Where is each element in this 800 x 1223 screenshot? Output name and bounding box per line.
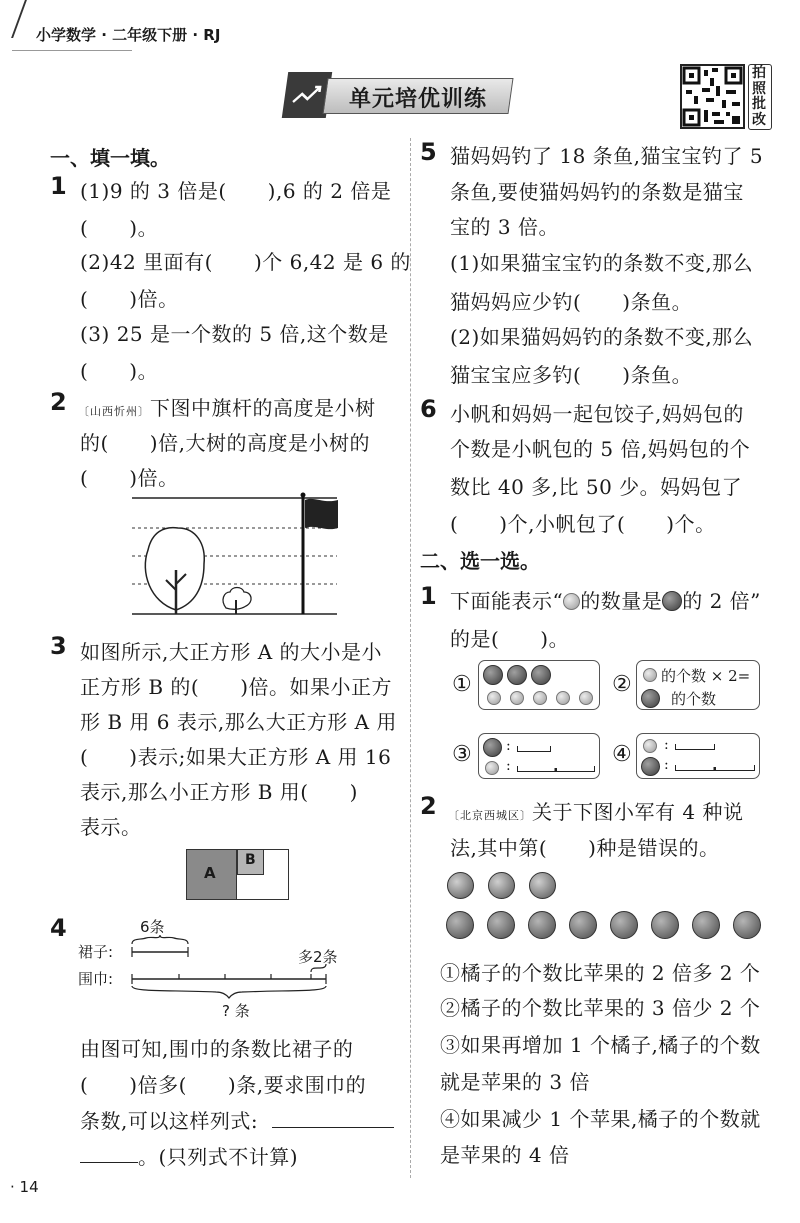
q2-line2: 的( )倍,大树的高度是小树的 <box>80 431 370 455</box>
q6-line4: ( )个,小帆包了( )个。 <box>450 512 716 536</box>
q1-line4: ( )倍。 <box>80 287 179 311</box>
q3-line1: 如图所示,大正方形 A 的大小是小 <box>80 640 383 664</box>
c1-line1-b: 的数量是 <box>580 589 663 613</box>
q5-line6: (2)如果猫妈妈钓的条数不变,那么 <box>450 325 754 349</box>
orange-icon <box>651 911 679 939</box>
q2-source-tag: 〔山西忻州〕 <box>78 405 150 418</box>
option4-box[interactable] <box>636 733 760 779</box>
q2-line3: ( )倍。 <box>80 466 179 490</box>
q4-diagram <box>126 932 336 1002</box>
page-number: · 14 <box>10 1178 39 1196</box>
c2-line2: 法,其中第( )种是错误的。 <box>450 836 720 860</box>
square-a-label: A <box>204 864 216 882</box>
light-ball-icon <box>643 668 657 682</box>
c2-line1 <box>448 796 743 825</box>
header-corner-line <box>11 0 27 38</box>
c2-statement1: ①橘子的个数比苹果的 2 倍多 2 个 <box>440 961 761 985</box>
orange-icon <box>692 911 720 939</box>
qr-label: 拍照批改 <box>752 65 766 128</box>
c2-line1-text: 关于下图小军有 4 种说 <box>532 800 744 824</box>
q3-line2: 正方形 B 的( )倍。如果小正方 <box>80 675 393 699</box>
dark-ball-icon <box>531 665 551 685</box>
c2-source-tag: 〔北京西城区〕 <box>448 809 532 822</box>
c1-number: 1 <box>420 582 437 610</box>
q1-line6: ( )。 <box>80 359 159 383</box>
banner <box>285 72 511 118</box>
apple-icon <box>488 872 515 899</box>
q5-line2: 条鱼,要使猫妈妈钓的条数是猫宝 <box>450 180 744 204</box>
option2-line2: 的个数 <box>671 690 717 708</box>
orange-icon <box>569 911 597 939</box>
q5-line7: 猫宝宝应多钓( )条鱼。 <box>450 363 693 387</box>
apple-icon <box>447 872 474 899</box>
option1-box[interactable] <box>478 660 600 710</box>
dark-ball-icon <box>662 591 682 611</box>
c2-statement3: ③如果再增加 1 个橘子,橘子的个数 <box>440 1033 761 1057</box>
q1-number: 1 <box>50 172 67 200</box>
option3-colon-1: : <box>506 738 511 754</box>
c2-statement4-cont: 是苹果的 4 倍 <box>440 1143 570 1167</box>
option3-colon-2: : <box>506 758 511 774</box>
q5-line5: 猫妈妈应少钓( )条鱼。 <box>450 290 693 314</box>
orange-icon <box>487 911 515 939</box>
q3-line5: 表示,那么小正方形 B 用( ) <box>80 780 358 804</box>
option3-box[interactable] <box>478 733 600 779</box>
c2-number: 2 <box>420 792 437 820</box>
header-title: 小学数学 · 二年级下册 · RJ <box>36 26 221 44</box>
light-ball-icon <box>563 593 580 610</box>
section1-title: 一、填一填。 <box>50 146 170 170</box>
q1-line3: (2)42 里面有( )个 6,42 是 6 的 <box>80 250 411 274</box>
orange-icon <box>528 911 556 939</box>
q2-figure <box>132 492 342 622</box>
option4-bar-2 <box>675 765 755 771</box>
option4-colon-1: : <box>664 737 669 753</box>
light-ball-icon <box>510 691 524 705</box>
option4-label[interactable]: ④ <box>612 742 632 767</box>
q6-line2: 个数是小帆包的 5 倍,妈妈包的个 <box>450 437 751 461</box>
q4-line4: 。(只列式不计算) <box>138 1145 299 1169</box>
c1-line1-c: 的 2 倍” <box>682 589 761 613</box>
q4-line2: ( )倍多( )条,要求围巾的 <box>80 1073 367 1097</box>
q3-line6: 表示。 <box>80 815 142 839</box>
q1-line5: (3) 25 是一个数的 5 倍,这个数是 <box>80 322 389 346</box>
light-ball-icon <box>487 691 501 705</box>
flagpole <box>301 493 339 615</box>
c2-statement3-cont: 就是苹果的 3 倍 <box>440 1070 590 1094</box>
big-tree <box>145 528 204 614</box>
qr-code[interactable] <box>680 64 745 129</box>
q4-answer-blank-2[interactable] <box>80 1162 138 1163</box>
q6-line1: 小帆和妈妈一起包饺子,妈妈包的 <box>450 402 744 426</box>
q4-row1-label: 裙子: <box>78 943 114 961</box>
option2-box[interactable] <box>636 660 760 710</box>
small-tree <box>223 588 251 615</box>
option2-label[interactable]: ② <box>612 672 632 697</box>
q5-line4: (1)如果猫宝宝钓的条数不变,那么 <box>450 251 754 275</box>
option3-label[interactable]: ③ <box>452 742 472 767</box>
q3-line4: ( )表示;如果大正方形 A 用 16 <box>80 745 392 769</box>
light-ball-icon <box>579 691 593 705</box>
section2-title: 二、选一选。 <box>420 549 540 573</box>
option4-colon-2: : <box>664 757 669 773</box>
q2-line1 <box>78 392 376 421</box>
dark-ball-icon <box>483 738 502 757</box>
q4-line3: 条数,可以这样列式: <box>80 1109 259 1133</box>
q4-line1: 由图可知,围巾的条数比裙子的 <box>80 1037 354 1061</box>
orange-icon <box>733 911 761 939</box>
q1-line2: ( )。 <box>80 216 159 240</box>
option3-bar-2 <box>517 766 595 772</box>
light-ball-icon <box>643 739 657 753</box>
c1-line2: 的是( )。 <box>450 627 570 651</box>
light-ball-icon <box>556 691 570 705</box>
option3-bar-1 <box>517 746 551 752</box>
q6-number: 6 <box>420 395 437 423</box>
q3-line3: 形 B 用 6 表示,那么大正方形 A 用 <box>80 710 397 734</box>
q4-number: 4 <box>50 914 67 942</box>
c1-line1-a: 下面能表示“ <box>450 589 564 613</box>
q1-line1: (1)9 的 3 倍是( ),6 的 2 倍是 <box>80 179 392 203</box>
option2-line1: 的个数 × 2= <box>661 667 751 685</box>
q3-number: 3 <box>50 632 67 660</box>
light-ball-icon <box>485 761 499 775</box>
dark-ball-icon <box>641 757 660 776</box>
orange-icon <box>610 911 638 939</box>
q5-line3: 宝的 3 倍。 <box>450 215 559 239</box>
dark-ball-icon <box>483 665 503 685</box>
header-rule <box>12 50 132 51</box>
q6-line3: 数比 40 多,比 50 少。妈妈包了 <box>450 475 743 499</box>
dark-ball-icon <box>507 665 527 685</box>
banner-title: 单元培优训练 <box>349 87 488 112</box>
c2-statement4: ④如果减少 1 个苹果,橘子的个数就 <box>440 1107 761 1131</box>
q5-line1: 猫妈妈钓了 18 条鱼,猫宝宝钓了 5 <box>450 144 764 168</box>
light-ball-icon <box>533 691 547 705</box>
orange-icon <box>446 911 474 939</box>
q4-answer-blank-1[interactable] <box>272 1127 394 1128</box>
q5-number: 5 <box>420 138 437 166</box>
option4-bar-1 <box>675 744 715 750</box>
qr-code-icon <box>682 66 743 127</box>
q4-row2-label: 围巾: <box>78 970 114 988</box>
apple-icon <box>529 872 556 899</box>
q4-total-label: ? 条 <box>222 1002 250 1020</box>
q2-number: 2 <box>50 388 67 416</box>
c2-statement2: ②橘子的个数比苹果的 3 倍少 2 个 <box>440 996 761 1020</box>
q4-top-label: 6条 <box>140 918 165 936</box>
c1-line1 <box>450 585 761 614</box>
q4-more-label: 多2条 <box>298 948 338 966</box>
option1-label[interactable]: ① <box>452 672 472 697</box>
column-divider <box>410 138 411 1178</box>
dark-ball-icon <box>641 689 660 708</box>
q2-line1-text: 下图中旗杆的高度是小树 <box>150 396 376 420</box>
square-b-label: B <box>245 852 256 868</box>
